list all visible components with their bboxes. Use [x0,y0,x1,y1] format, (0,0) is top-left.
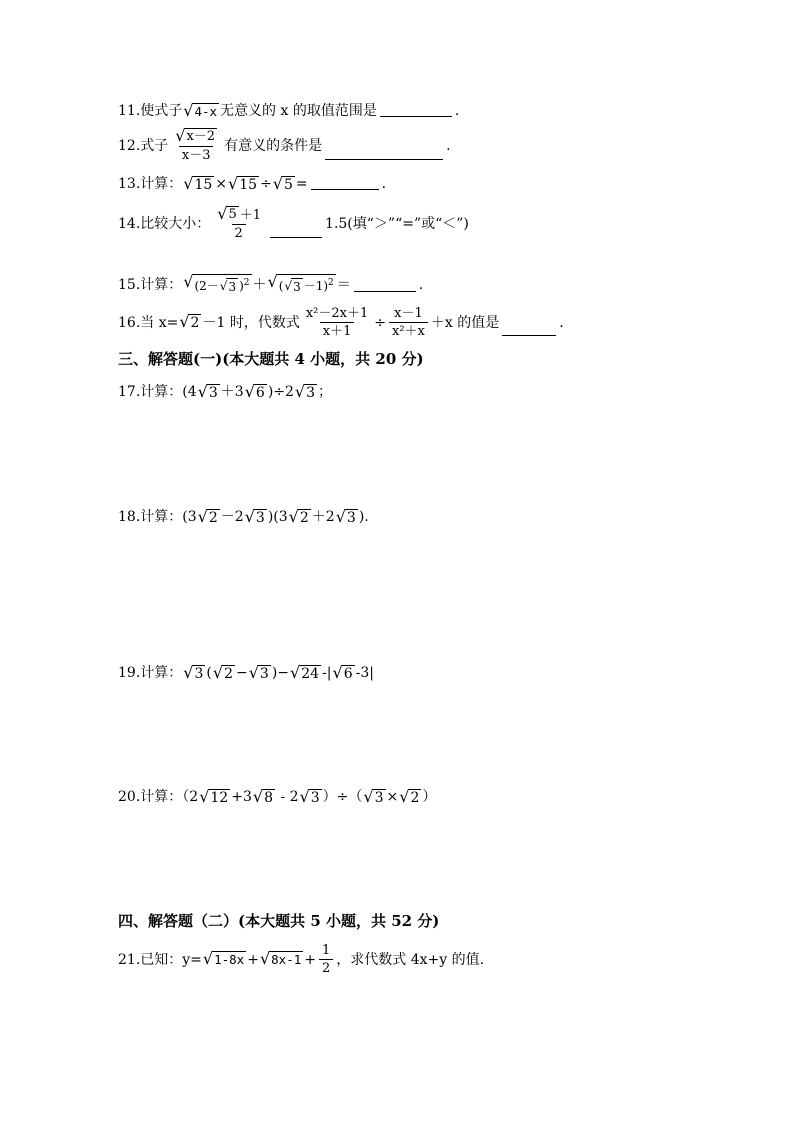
question-14: 14. 比较大小： √ 5 ＋1 2 1.5(填“＞”“=”或“＜”) [118,204,469,241]
question-number: 13. [118,176,141,192]
sqrt-expression: √ 3 [248,662,269,682]
question-11: 11. 使式子 √ 4-x 无意义的 x 的取值范围是 . [118,100,460,120]
fraction: √ x－2 x－3 [175,126,216,163]
question-number: 18. [118,509,141,525]
question-text: 无意义的 x 的取值范围是 [220,103,377,119]
sqrt-expression: √ 3 [299,786,320,806]
sqrt-expression: √ 2 [288,506,309,526]
sqrt-expression: √ 3 [183,662,204,682]
sqrt-expression: √ 24 [290,662,320,682]
question-text: 使式子 [140,103,183,119]
sqrt-expression: √ 2 [179,312,200,331]
sqrt-expression: √ ( √ 3 －1)$^2$ [267,272,334,294]
question-18: 18. 计算： (3 √ 2 －2 √ 3 )(3 √ 2 ＋2 √ 3 ). [118,506,369,526]
sqrt-expression: √ (2－ √ 3 )$^2$ [183,272,250,294]
sqrt-expression: √ 8x-1 [259,949,302,968]
question-19: 19. 计算： √ 3 ( √ 2 − √ 3 )− √ 24 -| √ 6 -3| [118,662,375,682]
question-number: 15. [118,276,141,293]
answer-blank[interactable] [311,188,379,190]
fraction: √ 5 ＋1 2 [217,204,262,241]
section-heading: 三、解答题(一)(本大题共 4 小题，共 20 分) [118,350,424,368]
question-13: 13. 计算： √ 15 × √ 15 ÷ √ 5 = . [118,173,387,193]
sqrt-expression: √ 3 [294,381,316,401]
sqrt-expression: √ 5 [272,173,293,193]
question-15: 15. 计算： √ (2－ √ 3 )$^2$ ＋ √ ( √ 3 －1)$^2$ ＝ . [118,272,424,294]
question-16: 16. 当 x= √ 2 －1 时，代数式 $\frac{\text{x²－2x＋1}}{x+1}$ ÷ $\frac{x-1}{\text{x²＋x}}$ ＋x 的值是 . [118,306,564,339]
question-text: 式子 [140,137,169,154]
question-number: 21. [118,951,141,968]
question-number: 11. [118,103,141,119]
question-20: 20. 计算：（2 √ 12 +3 √ 8 - 2 √ 3 ）÷（ √ 3 × √ 2 ） [118,786,437,806]
question-number: 12. [118,137,141,154]
question-number: 16. [118,314,141,331]
question-number: 14. [118,215,141,232]
sqrt-expression: √ 12 [199,786,229,806]
sqrt-expression: √ 4-x [183,100,218,120]
answer-blank[interactable] [380,115,452,117]
question-number: 19. [118,665,141,681]
sqrt-expression: √ 1-8x [202,949,245,968]
answer-blank[interactable] [502,334,556,336]
sqrt-expression: √ 6 [332,662,353,682]
fraction: $\frac{\text{x²－2x＋1}}{x+1}$ [305,306,369,339]
question-17: 17. 计算： (4 √ 3 ＋3 √ 6 )÷2 √ 3 ； [118,381,333,401]
sqrt-expression: √ 3 [363,786,384,806]
sqrt-expression: √ 2 [212,662,233,682]
sqrt-expression: √ 3 [244,506,265,526]
sqrt-expression: √ 15 [228,173,258,193]
sqrt-expression: √ 3 [197,381,218,401]
question-text: 有意义的条件是 [224,137,323,154]
sqrt-expression: √ 8 [252,786,273,806]
sqrt-expression: √ 3 [335,506,356,526]
question-12: 12. 式子 √ x－2 x－3 有意义的条件是 . [118,126,451,163]
answer-blank[interactable] [270,236,322,238]
section-heading: 四、解答题（二）(本大题共 5 小题，共 52 分) [118,912,440,930]
question-number: 20. [118,789,141,805]
sqrt-expression: √ 6 [244,381,265,401]
fraction: $\frac{x-1}{\text{x²＋x}}$ [389,306,428,339]
sqrt-expression: √ 2 [197,506,218,526]
answer-blank[interactable] [354,290,416,292]
question-number: 17. [118,384,141,400]
question-21: 21. 已知：y= √ 1-8x + √ 8x-1 + $\frac{1}{2}$ ，求代数式 4x+y 的值. [118,943,485,976]
fraction: $\frac{1}{2}$ [319,943,333,976]
answer-blank[interactable] [325,158,443,160]
sqrt-expression: √ 2 [399,786,420,806]
sqrt-expression: √ 15 [183,173,213,193]
